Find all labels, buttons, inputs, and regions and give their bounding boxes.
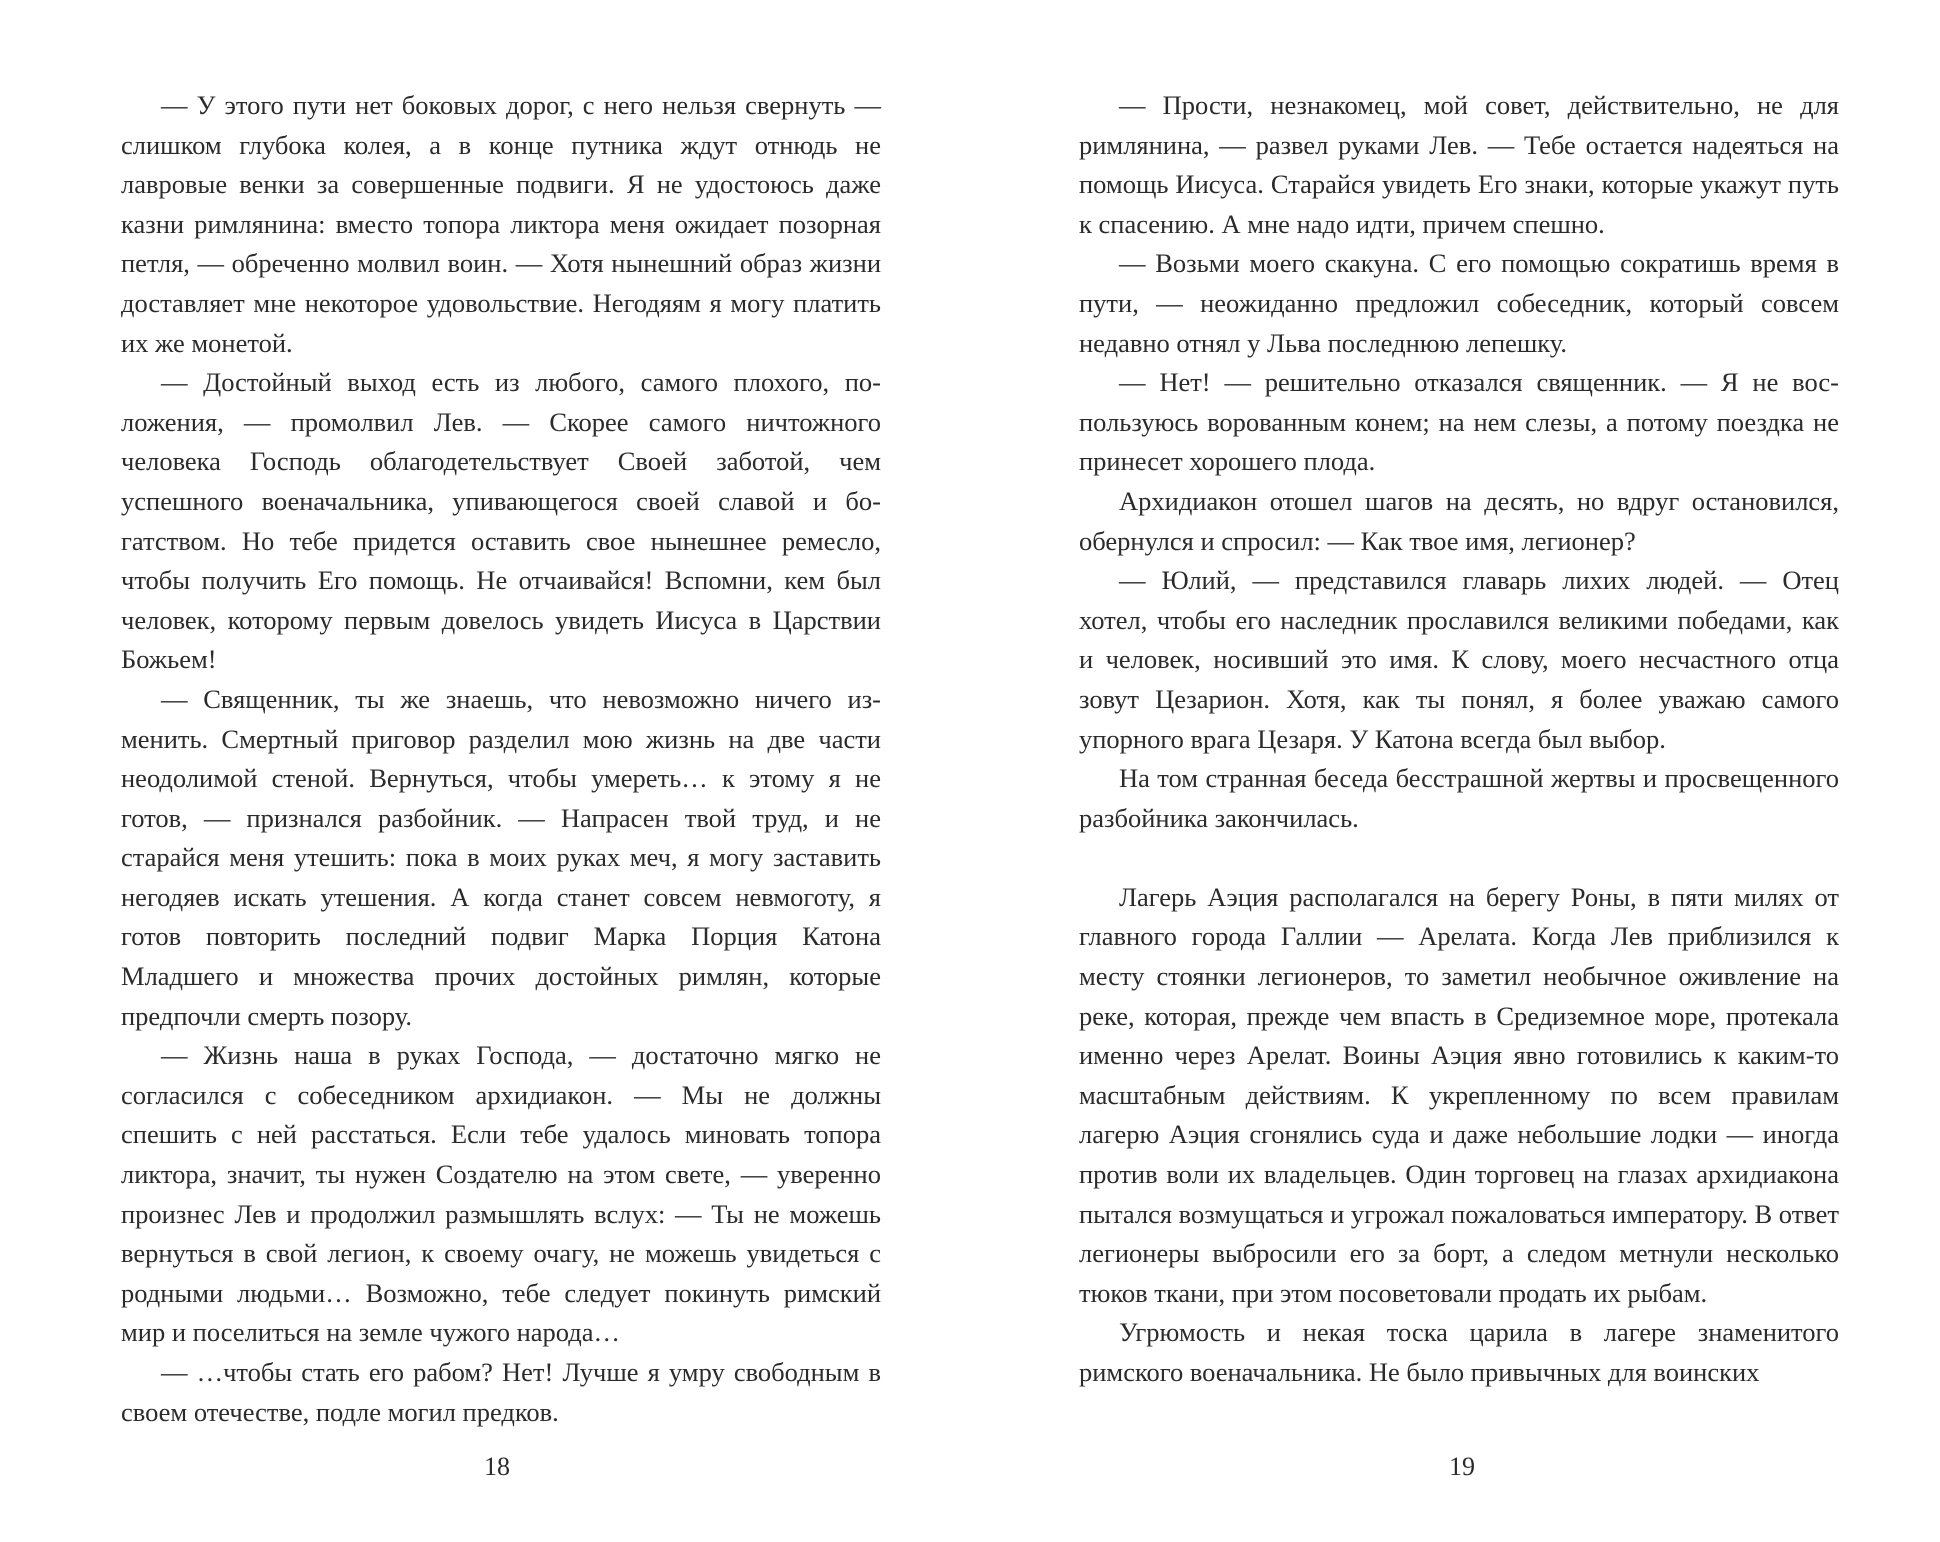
paragraph: Архидиакон отошел шагов на десять, но вдруг остановился, обернулся и спросил: — Как твое имя, легионер? xyxy=(1079,485,1839,556)
paragraph: — Прости, незнакомец, мой совет, действительно, не для римлянина, — развел руками Лев. — Тебе остается надеяться на помощь Иисуса. Старайся увидеть Его знаки, которые укажут путь к спасению. А мне надо идти, причем спешно. xyxy=(1079,90,1839,239)
right-page-text xyxy=(1079,86,1839,1393)
paragraph: Лагерь Аэция располагался на берегу Роны, в пяти милях от главного города Галлии — Арелата. Когда Лев приблизился к месту стоянки легионеров, то заметил необычное оживление на реке, которая, прежде чем впасть в Средиземное море, протекала именно через Арелат. Воины Аэция явно готовились к каким-то масштабным действиям. К укрепленному по всем правилам лагерю Аэция сгонялись суда и даже небольшие лодки — иногда против воли их владельцев. Один торговец на глазах архидиакона пытался возмущаться и угрожал пожаловаться императору. В ответ легионеры выбросили его за борт, а следом метнули несколько тюков ткани, при этом посоветовали продать их рыбам. xyxy=(1079,881,1839,1308)
right-page xyxy=(980,0,1940,1542)
paragraph: — Возьми моего скакуна. С его помощью сократишь время в пути, — неожиданно предложил собеседник, который совсем недавно отнял у Льва последнюю лепешку. xyxy=(1079,248,1839,358)
paragraph: — Жизнь наша в руках Господа, — достаточно мягко не согласился с собеседником архидиакон. — Мы не должны спешить с ней расстаться. Если тебе удалось миновать топора ликтора, значит, ты нужен Создателю на этом свете, — уверенно произнес Лев и продолжил размышлять вслух: — Ты не можешь вернуться в свой легион, к своему очагу, не можешь увидеться с родными людьми… Возможно, тебе следует покинуть римский мир и поселиться на земле чужого народа… xyxy=(121,1040,881,1348)
paragraph: Угрюмость и некая тоска царила в лагере знаменитого римского военачальника. Не было привычных для воинских xyxy=(1079,1317,1839,1387)
paragraph: На том странная беседа бесстрашной жертвы и просвещенного разбойника закончилась. xyxy=(1079,763,1839,833)
page-number: 18 xyxy=(484,1452,510,1481)
paragraph: — У этого пути нет боковых дорог, с него нельзя свернуть — слишком глубока колея, а в конце путника ждут отнюдь не лавровые венки за совершенные подвиги. Я не удостоюсь даже казни римлянина: вместо топора ликтора меня ожидает позорная петля, — обреченно молвил воин. — Хотя нынешний образ жизни доставляет мне некоторое удовольствие. Негодяям я могу платить их же монетой. xyxy=(121,90,881,358)
page-number: 19 xyxy=(1449,1452,1475,1481)
left-page-text xyxy=(121,86,881,1432)
paragraph: — Священник, ты же знаешь, что невозможно ничего изменить. Смертный приговор разделил мою жизнь на две части неодолимой стеной. Вернуться, чтобы умереть… к этому я не готов, — признался разбойник. — Напрасен твой труд, и не старайся меня утешить: пока в моих руках меч, я могу заставить негодяев искать утешения. А когда станет совсем невмоготу, я готов повторить последний подвиг Марка Порция Катона Младшего и множества прочих достойных римлян, которые предпочли смерть позору. xyxy=(121,683,881,1031)
paragraph: — …чтобы стать его рабом? Нет! Лучше я умру свободным в своем отечестве, подле могил предков. xyxy=(121,1357,881,1427)
paragraph: — Достойный выход есть из любого, самого плохого, положения, — промолвил Лев. — Скорее самого ничтожного человека Господь облагодетельствует Своей заботой, чем успешного военачальника, упивающегося своей славой и богатством. Но тебе придется оставить свое нынешнее ремесло, чтобы получить Его помощь. Не отчаивайся! Вспомни, кем был человек, которому первым довелось увидеть Иисуса в Царствии Божьем! xyxy=(121,367,881,675)
paragraph: — Нет! — решительно отказался священник. — Я не воспользуюсь ворованным конем; на нем слезы, а потому поездка не принесет хорошего плода. xyxy=(1079,367,1839,477)
paragraph: — Юлий, — представился главарь лихих людей. — Отец хотел, чтобы его наследник прославился великими победами, как и человек, носивший это имя. К слову, моего несчастного отца зовут Цезарион. Хотя, как ты понял, я более уважаю самого упорного врага Цезаря. У Катона всегда был выбор. xyxy=(1079,565,1839,754)
